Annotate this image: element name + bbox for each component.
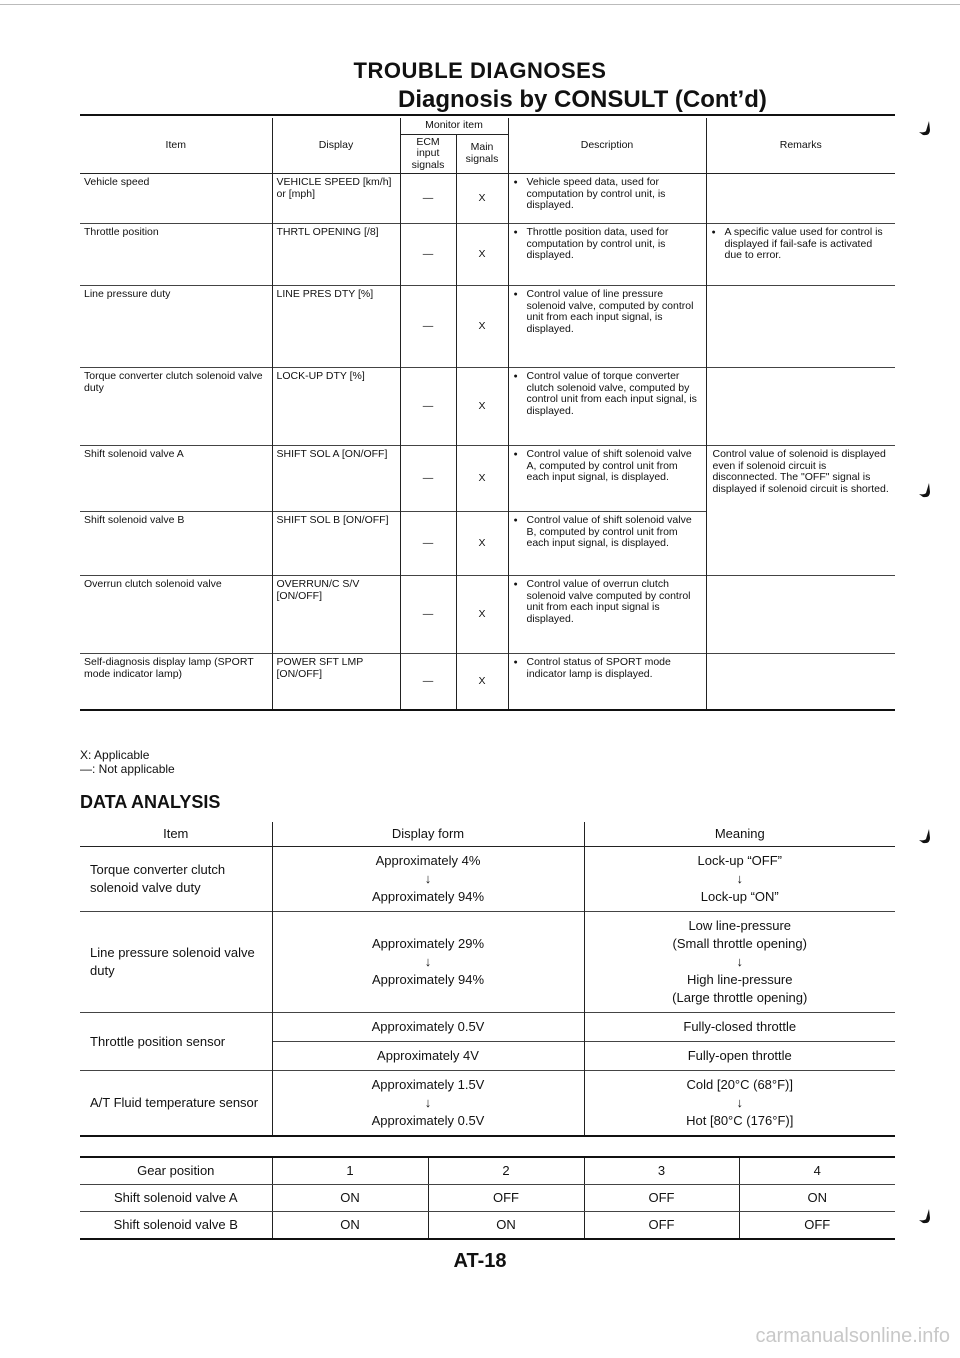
header-display-form: Display form (272, 822, 584, 847)
row-main: X (456, 174, 508, 224)
gear-cell: OFF (428, 1185, 584, 1212)
value-line: Cold [20°C (68°F)] (686, 1077, 793, 1092)
row-main: X (456, 224, 508, 286)
page-title: TROUBLE DIAGNOSES (353, 58, 607, 83)
table-row (80, 286, 895, 368)
row-item: Throttle position sensor (80, 1013, 272, 1071)
row-item: Vehicle speed (80, 174, 272, 224)
arrow-down-icon: ↓ (424, 871, 432, 886)
value-line: Approximately 1.5V (371, 1077, 485, 1092)
gear-cell: OFF (739, 1212, 895, 1240)
table-row (80, 1013, 895, 1042)
table-row (80, 576, 895, 654)
page-number: AT-18 (453, 1250, 507, 1272)
value-line: Approximately 94% (372, 972, 484, 987)
row-display: THRTL OPENING [/8] (272, 224, 400, 286)
gear-cell: Shift solenoid valve B (80, 1212, 272, 1240)
consult-monitor-table (80, 118, 895, 711)
header-display: Display (272, 118, 400, 174)
table-row (80, 847, 895, 912)
value-line: Lock-up “ON” (700, 889, 779, 904)
arrow-down-icon: ↓ (424, 1095, 432, 1110)
row-ecm: — (400, 368, 456, 446)
margin-check-mark-icon (918, 482, 932, 500)
row-item: Torque converter clutch solenoid valve duty (80, 847, 272, 912)
table-row (80, 1212, 895, 1240)
row-main: X (456, 512, 508, 576)
value-line: Approximately 29% (372, 936, 484, 951)
row-description: ● Control value of shift solenoid valve B, computed by control unit from each input signal, is displayed. (508, 512, 706, 576)
header-rule (80, 114, 895, 116)
top-border-line (0, 4, 960, 5)
margin-check-mark-icon (918, 120, 932, 138)
gear-cell: 1 (272, 1157, 428, 1185)
arrow-down-icon: ↓ (424, 954, 432, 969)
row-meaning: Fully-closed throttle (584, 1013, 895, 1042)
row-remarks: Control value of solenoid is displayed even if solenoid circuit is disconnected. The "OFF" signal is displayed if solenoid circuit is shorted. (706, 446, 895, 576)
row-item: Shift solenoid valve A (80, 446, 272, 512)
value-line: High line-pressure (687, 972, 793, 987)
row-remarks (706, 368, 895, 446)
header-remarks: Remarks (706, 118, 895, 174)
table-row (80, 654, 895, 710)
value-line: Approximately 4% (375, 853, 481, 868)
gear-cell: ON (272, 1185, 428, 1212)
value-line: Approximately 0.5V (371, 1113, 485, 1128)
row-display-form: Approximately 0.5V (272, 1013, 584, 1042)
row-item: Overrun clutch solenoid valve (80, 576, 272, 654)
value-line: (Small throttle opening) (672, 936, 807, 951)
row-ecm: — (400, 224, 456, 286)
row-ecm: — (400, 576, 456, 654)
row-item: Line pressure solenoid valve duty (80, 912, 272, 1013)
row-ecm: — (400, 286, 456, 368)
gear-cell: ON (272, 1212, 428, 1240)
row-description: ● Control status of SPORT mode indicator lamp is displayed. (508, 654, 706, 710)
row-ecm: — (400, 654, 456, 710)
row-remarks: ● A specific value used for control is displayed if fail-safe is activated due to error. (706, 224, 895, 286)
row-main: X (456, 576, 508, 654)
row-remarks (706, 654, 895, 710)
row-description: ● Control value of shift solenoid valve A, computed by control unit from each input signal, is displayed. (508, 446, 706, 512)
row-display: VEHICLE SPEED [km/h] or [mph] (272, 174, 400, 224)
watermark: carmanualsonline.info (755, 1325, 950, 1347)
row-description: ● Vehicle speed data, used for computation by control unit, is displayed. (508, 174, 706, 224)
table-row (80, 1185, 895, 1212)
gear-cell: OFF (584, 1185, 739, 1212)
row-main: X (456, 368, 508, 446)
row-display-form (272, 847, 584, 912)
row-item: Line pressure duty (80, 286, 272, 368)
table-row (80, 224, 895, 286)
row-display: POWER SFT LMP [ON/OFF] (272, 654, 400, 710)
row-remarks (706, 286, 895, 368)
row-display: OVERRUN/C S/V [ON/OFF] (272, 576, 400, 654)
table-row (80, 368, 895, 446)
value-line: Lock-up “OFF” (697, 853, 782, 868)
row-main: X (456, 654, 508, 710)
table-row (80, 446, 895, 512)
row-display: SHIFT SOL A [ON/OFF] (272, 446, 400, 512)
row-item: Shift solenoid valve B (80, 512, 272, 576)
legend-applicable: X: Applicable (80, 748, 150, 762)
data-analysis-title: DATA ANALYSIS (80, 792, 221, 812)
gear-cell: ON (739, 1185, 895, 1212)
row-display: LINE PRES DTY [%] (272, 286, 400, 368)
row-ecm: — (400, 174, 456, 224)
gear-cell: Shift solenoid valve A (80, 1185, 272, 1212)
row-description: ● Throttle position data, used for computation by control unit, is displayed. (508, 224, 706, 286)
row-meaning: Fully-open throttle (584, 1042, 895, 1071)
table-row (80, 1157, 895, 1185)
gear-cell: 4 (739, 1157, 895, 1185)
row-ecm: — (400, 512, 456, 576)
row-remarks (706, 174, 895, 224)
gear-cell: 3 (584, 1157, 739, 1185)
legend-not-applicable: —: Not applicable (80, 762, 175, 776)
header-ecm-input-signals: ECM input signals (400, 134, 456, 174)
data-analysis-table (80, 822, 895, 1137)
row-description: ● Control value of torque converter clutch solenoid valve, computed by control unit from each input signal, is displayed. (508, 368, 706, 446)
header-main-signals: Main signals (456, 134, 508, 174)
row-item: A/T Fluid temperature sensor (80, 1071, 272, 1137)
header-item: Item (80, 822, 272, 847)
value-line: Approximately 94% (372, 889, 484, 904)
page-subtitle: Diagnosis by CONSULT (Cont’d) (398, 86, 767, 113)
header-monitor-item: Monitor item (400, 118, 508, 134)
header-meaning: Meaning (584, 822, 895, 847)
table-row (80, 1071, 895, 1137)
row-meaning (584, 912, 895, 1013)
header-description: Description (508, 118, 706, 174)
margin-check-mark-icon (918, 828, 932, 846)
margin-check-mark-icon (918, 1208, 932, 1226)
gear-cell: Gear position (80, 1157, 272, 1185)
row-item: Throttle position (80, 224, 272, 286)
gear-cell: ON (428, 1212, 584, 1240)
row-main: X (456, 286, 508, 368)
row-description: ● Control value of overrun clutch solenoid valve computed by control unit from each input signal is displayed. (508, 576, 706, 654)
value-line: (Large throttle opening) (672, 990, 808, 1005)
table-row (80, 174, 895, 224)
legend (80, 748, 175, 776)
row-main: X (456, 446, 508, 512)
gear-cell: OFF (584, 1212, 739, 1240)
row-item: Self-diagnosis display lamp (SPORT mode indicator lamp) (80, 654, 272, 710)
arrow-down-icon: ↓ (736, 954, 743, 969)
value-line: Hot [80°C (176°F)] (686, 1113, 794, 1128)
arrow-down-icon: ↓ (736, 871, 743, 886)
row-remarks (706, 576, 895, 654)
row-display-form (272, 912, 584, 1013)
row-ecm: — (400, 446, 456, 512)
row-description: ● Control value of line pressure solenoid valve, computed by control unit from each input signal, is displayed. (508, 286, 706, 368)
gear-cell: 2 (428, 1157, 584, 1185)
value-line: Low line-pressure (688, 918, 792, 933)
row-item: Torque converter clutch solenoid valve duty (80, 368, 272, 446)
row-meaning (584, 847, 895, 912)
row-meaning (584, 1071, 895, 1137)
row-display-form: Approximately 4V (272, 1042, 584, 1071)
row-display: SHIFT SOL B [ON/OFF] (272, 512, 400, 576)
row-display: LOCK-UP DTY [%] (272, 368, 400, 446)
arrow-down-icon: ↓ (736, 1095, 743, 1110)
gear-position-table (80, 1156, 895, 1240)
header-item: Item (80, 118, 272, 174)
row-display-form (272, 1071, 584, 1137)
table-row (80, 912, 895, 1013)
